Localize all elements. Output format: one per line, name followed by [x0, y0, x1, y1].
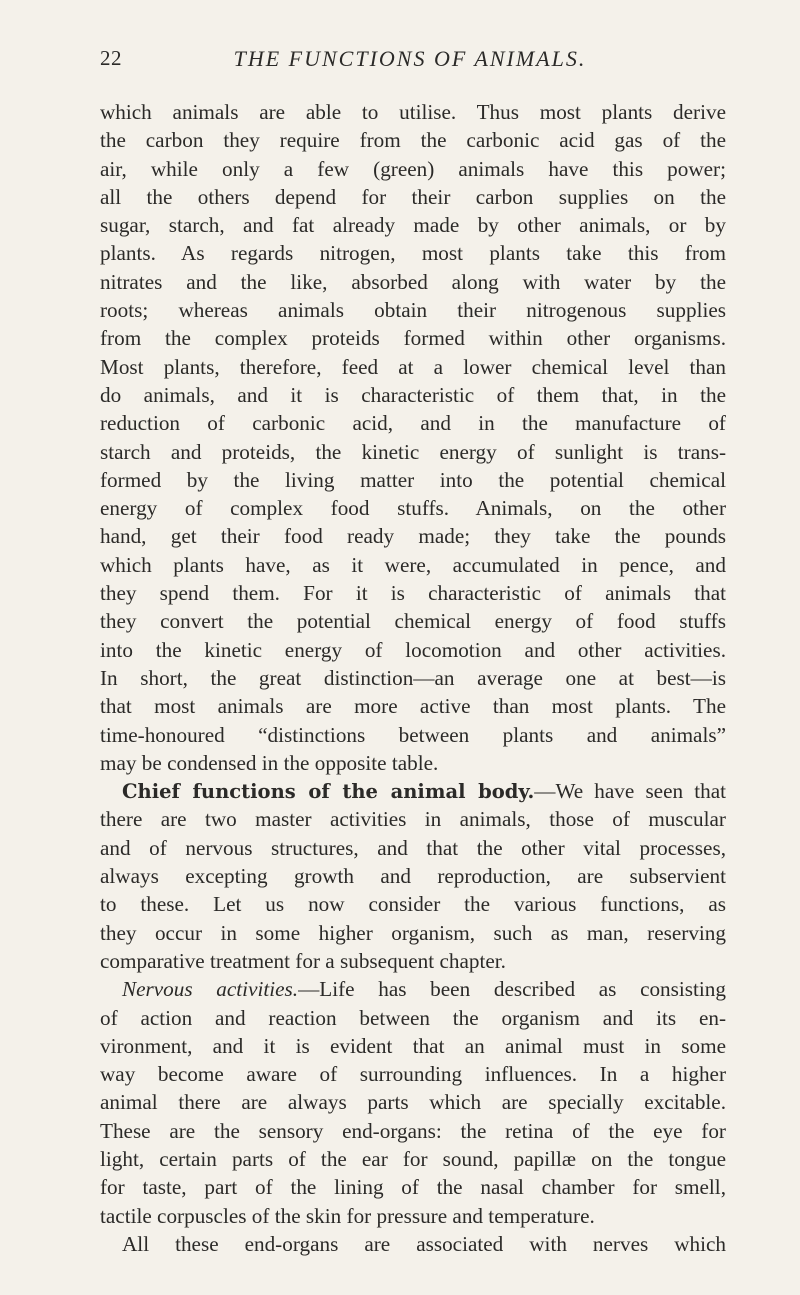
- text-line: way become aware of surrounding influences. In a higher: [100, 1062, 726, 1087]
- heading-line-rest: —Life has been described as consisting: [298, 977, 726, 1002]
- text-line: do animals, and it is characteristic of them that, in the: [100, 382, 726, 407]
- heading-line-rest: —We have seen that: [534, 779, 726, 804]
- text-line: may be condensed in the opposite table.: [100, 750, 439, 775]
- text-line: all the others depend for their carbon supplies on the: [100, 184, 726, 209]
- text-line: which animals are able to utilise. Thus most plants derive: [100, 100, 726, 124]
- subheading-line: [100, 975, 726, 1003]
- text-line: the carbon they require from the carbonic acid gas of the: [100, 128, 726, 153]
- text-line: and of nervous structures, and that the other vital processes,: [100, 835, 726, 860]
- text-line: hand, get their food ready made; they take the pounds: [100, 524, 726, 549]
- text-line: All these end-organs are associated with nerves which: [122, 1231, 726, 1256]
- page-number: 22: [100, 46, 122, 70]
- heading-nervous-activities: Nervous activities.: [122, 977, 299, 1002]
- text-line: In short, the great distinction—an average one at best—is: [100, 665, 726, 690]
- running-title: THE FUNCTIONS OF ANIMALS.: [233, 46, 587, 71]
- text-line: they convert the potential chemical energy of food stuffs: [100, 609, 726, 634]
- text-line: energy of complex food stuffs. Animals, on the other: [100, 496, 726, 521]
- text-line: comparative treatment for a subsequent chapter.: [100, 948, 506, 973]
- text-line: light, certain parts of the ear for sound, papillæ on the tongue: [100, 1146, 726, 1171]
- text-line: that most animals are more active than most plants. The: [100, 694, 726, 719]
- text-line: These are the sensory end-organs: the retina of the eye for: [100, 1118, 726, 1143]
- text-line: time-honoured “distinctions between plants and animals”: [100, 722, 726, 747]
- text-line: nitrates and the like, absorbed along with water by the: [100, 269, 726, 294]
- text-line: to these. Let us now consider the various functions, as: [100, 892, 726, 917]
- text-line: from the complex proteids formed within other organisms.: [100, 326, 726, 351]
- text-line: reduction of carbonic acid, and in the manufacture of: [100, 411, 726, 436]
- text-line: sugar, starch, and fat already made by other animals, or by: [100, 213, 726, 238]
- text-line: vironment, and it is evident that an animal must in some: [100, 1033, 726, 1058]
- text-line: air, while only a few (green) animals have this power;: [100, 156, 726, 181]
- text-line: there are two master activities in animals, those of muscular: [100, 807, 726, 832]
- text-line: formed by the living matter into the potential chemical: [100, 467, 726, 492]
- text-line: for taste, part of the lining of the nasal chamber for smell,: [100, 1175, 726, 1200]
- text-line: they occur in some higher organism, such as man, reserving: [100, 920, 726, 945]
- text-line: starch and proteids, the kinetic energy of sunlight is trans-: [100, 439, 726, 464]
- text-line: of action and reaction between the organism and its en-: [100, 1005, 726, 1030]
- text-line: plants. As regards nitrogen, most plants take this from: [100, 241, 726, 266]
- text-line: Most plants, therefore, feed at a lower chemical level than: [100, 354, 726, 379]
- text-line: which plants have, as it were, accumulated in pence, and: [100, 552, 726, 577]
- text-line: they spend them. For it is characteristic of animals that: [100, 581, 726, 606]
- section-heading-line: [100, 777, 726, 805]
- heading-chief-functions: Chief functions of the animal body.: [122, 780, 535, 804]
- running-head: [100, 46, 720, 76]
- text-line: always excepting growth and reproduction, are subservient: [100, 864, 726, 889]
- text-line: roots; whereas animals obtain their nitrogenous supplies: [100, 298, 726, 323]
- text-line: animal there are always parts which are specially excitable.: [100, 1090, 726, 1115]
- text-line: tactile corpuscles of the skin for pressure and temperature.: [100, 1203, 595, 1228]
- text-line: into the kinetic energy of locomotion and other activities.: [100, 637, 726, 662]
- body-text: [100, 98, 726, 1258]
